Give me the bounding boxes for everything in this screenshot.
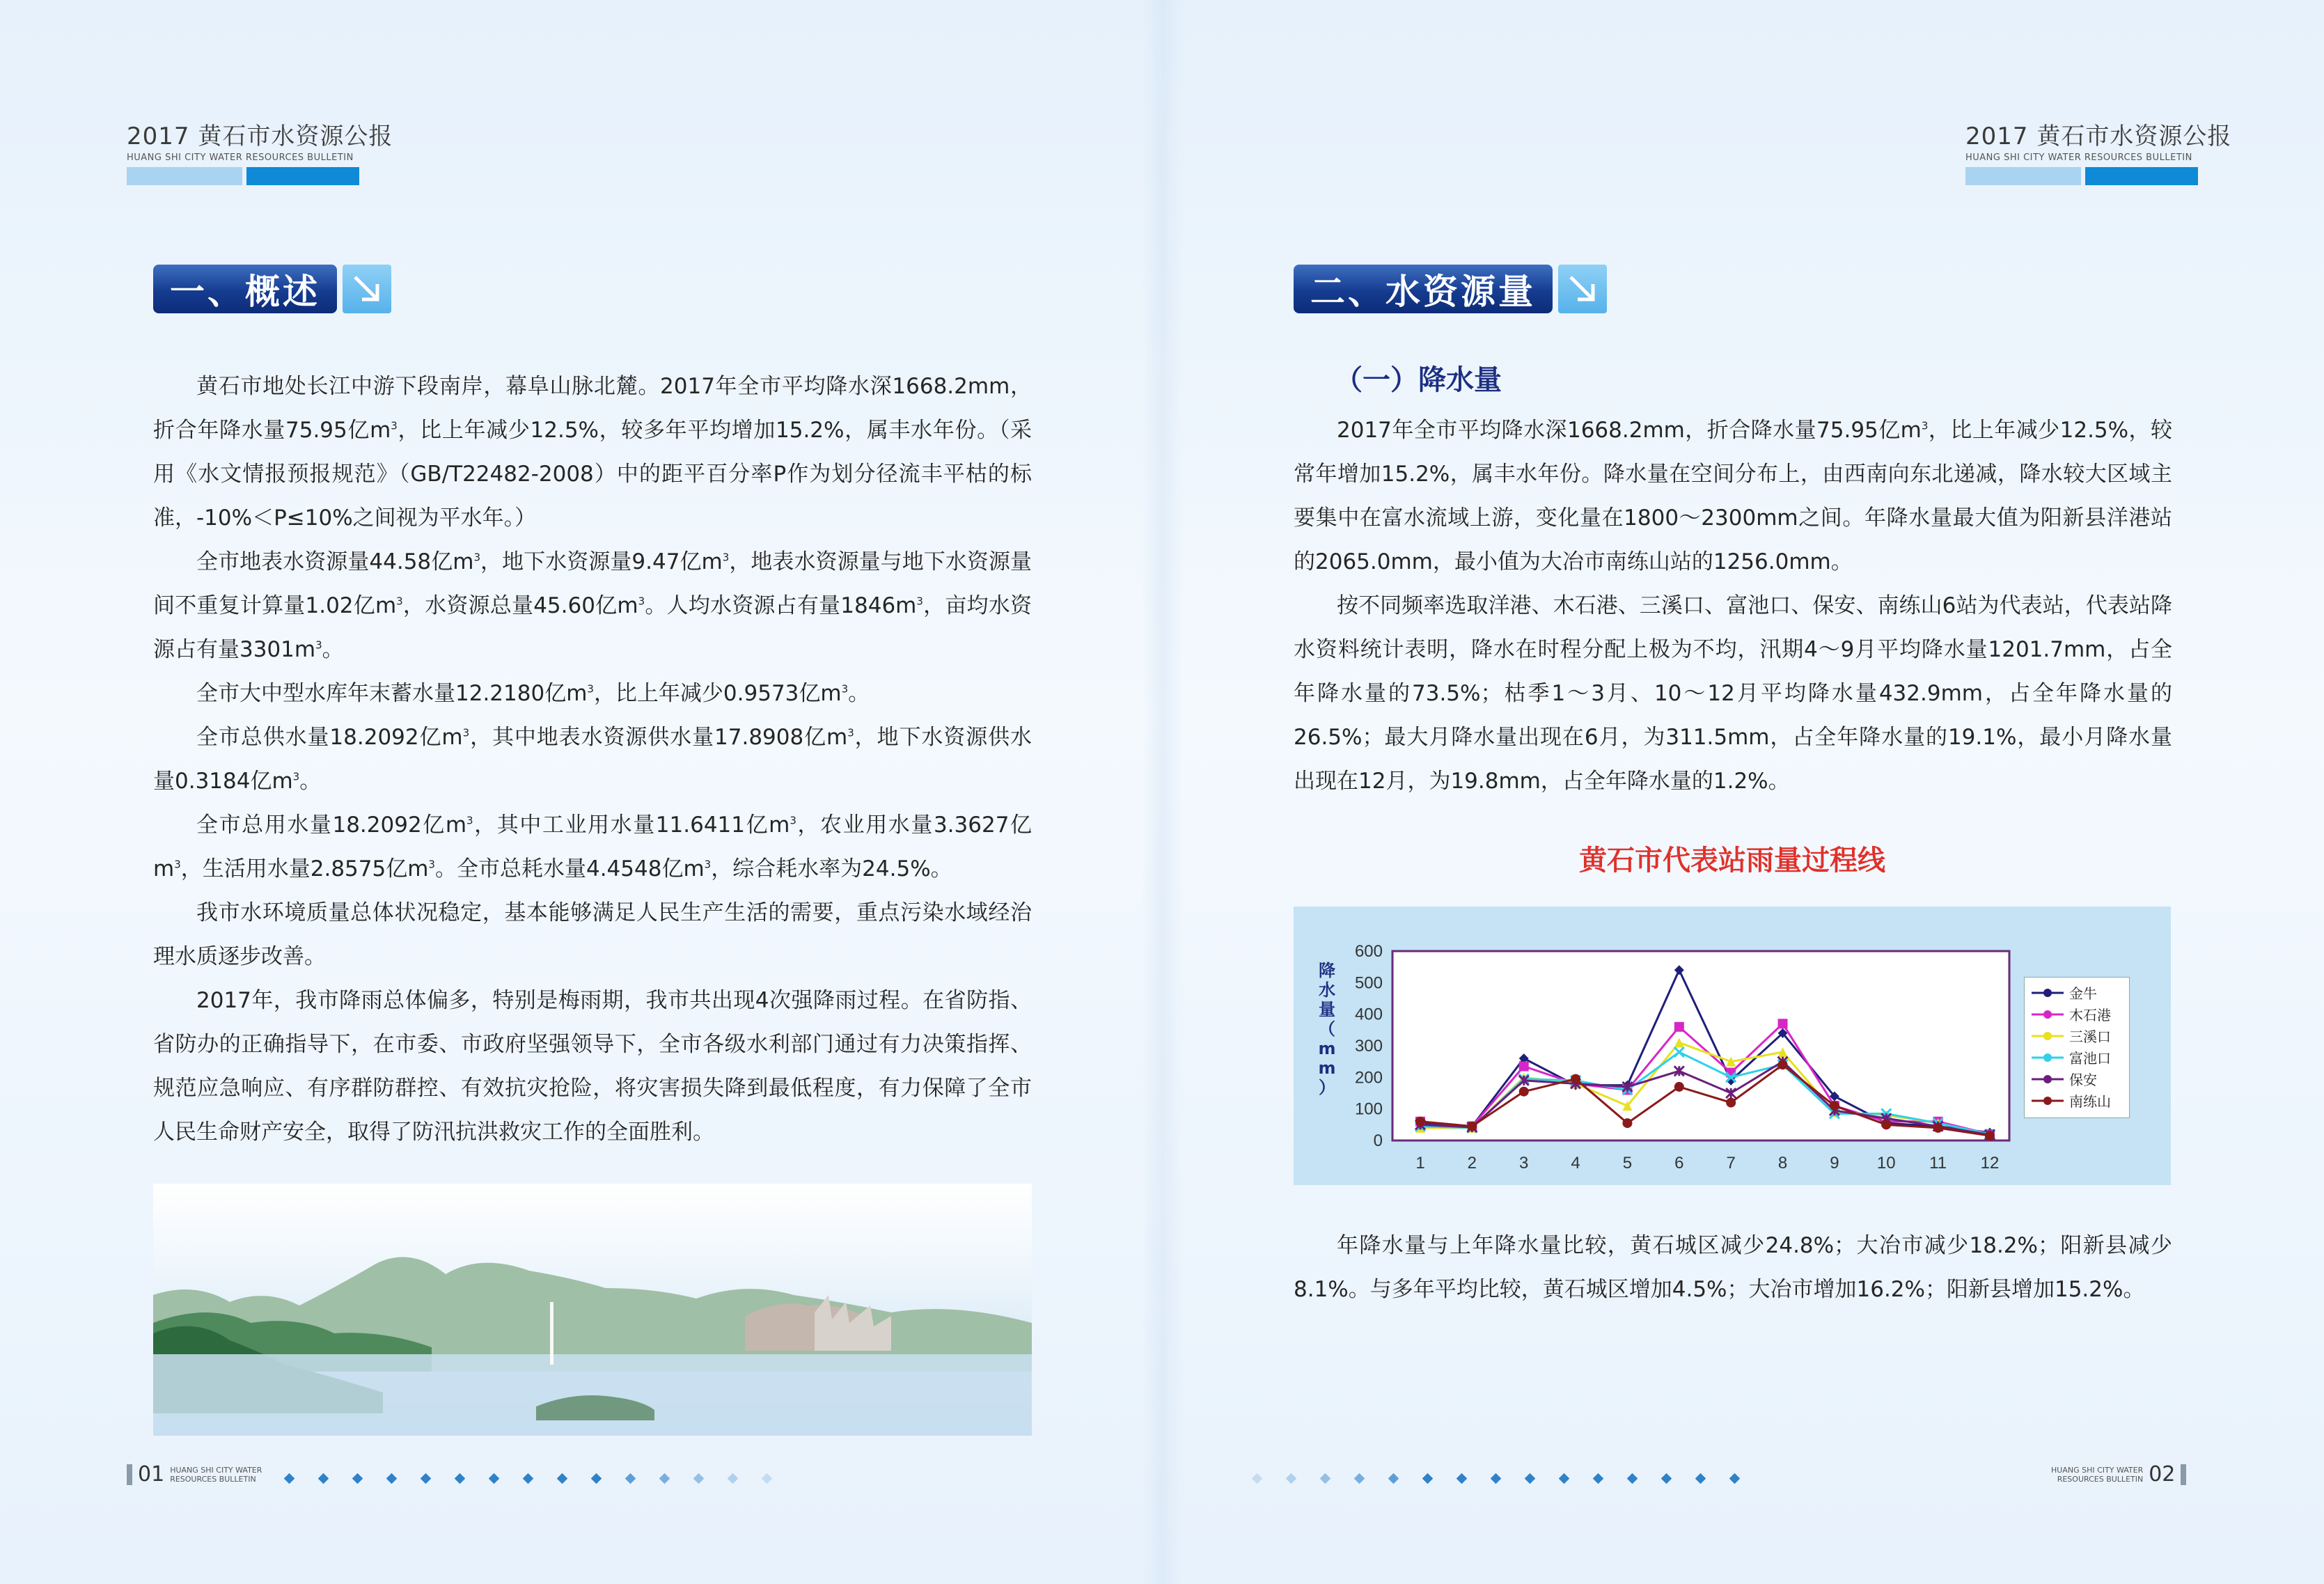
y-tick-label: 300 — [1354, 1037, 1383, 1056]
arrow-icon — [1558, 265, 1607, 313]
legend-label: 富池口 — [2069, 1050, 2111, 1067]
data-point — [1726, 1098, 1736, 1108]
precipitation-text — [1294, 409, 2172, 803]
legend-swatch — [2030, 1008, 2065, 1021]
paragraph: 2017年，我市降雨总体偏多，特别是梅雨期，我市共出现4次强降雨过程。在省防指、省防办的正确指导下，在市委、市政府坚强领导下，全市各级水利部门通过有力决策指挥、规范应急响应、有序群防群控、有效抗灾抢险，将灾害损失降到最低程度，有力保障了全市人民生命财产安全，取得了防汛抗洪救灾工作的全面胜利。 — [153, 988, 1032, 1145]
data-point — [1933, 1123, 1943, 1133]
data-point — [1778, 1060, 1788, 1069]
footer-right — [2051, 1462, 2186, 1487]
legend-label: 木石港 — [2069, 1007, 2111, 1024]
running-header-left — [127, 117, 393, 185]
footer-subtitle: HUANG SHI CITY WATER RESOURCES BULLETIN — [170, 1465, 262, 1484]
legend-item — [2030, 1025, 2123, 1046]
paragraph: 全市大中型水库年末蓄水量12.2180亿$m^3$，比上年减少0.9573亿$m^3$。 — [196, 681, 870, 706]
subsection-title: （一）降水量 — [1335, 364, 1502, 396]
data-point — [1830, 1101, 1839, 1111]
legend-item — [2030, 1068, 2123, 1090]
y-axis-label-char: 量 — [1319, 1000, 1335, 1019]
legend-label: 南练山 — [2069, 1093, 2111, 1110]
x-tick-label: 11 — [1929, 1154, 1947, 1173]
section-title-label: 一、概述 — [153, 265, 337, 313]
header-title: 2017 黄石市水资源公报 — [127, 123, 393, 150]
x-tick-label: 10 — [1876, 1154, 1896, 1173]
landscape-photo — [153, 1184, 1032, 1436]
legend-swatch — [2030, 1030, 2065, 1042]
comparison-text — [1294, 1224, 2172, 1312]
data-point — [1881, 1120, 1891, 1129]
legend-item — [2030, 1003, 2123, 1025]
page-number: 02 — [2149, 1462, 2176, 1487]
footer-dots — [285, 1475, 771, 1482]
legend-swatch — [2030, 1073, 2065, 1085]
data-point — [1778, 1019, 1788, 1028]
paragraph: 全市总供水量18.2092亿$m^3$，其中地表水资源供水量17.8908亿$m^3$，地下水资源供水量0.3184亿$m^3$。 — [153, 725, 1033, 794]
x-tick-label: 3 — [1519, 1154, 1529, 1173]
paragraph: 我市水环境质量总体状况稳定，基本能够满足人民生产生活的需要，重点污染水域经治理水质逐步改善。 — [153, 900, 1032, 969]
y-axis-label-char: m — [1318, 1058, 1336, 1078]
chart-title: 黄石市代表站雨量过程线 — [1579, 845, 1885, 877]
y-axis-label-char: 降 — [1319, 961, 1335, 980]
data-point — [1985, 1131, 1995, 1140]
x-tick-label: 5 — [1622, 1154, 1633, 1173]
header-bars — [1965, 167, 2231, 185]
chart-legend — [2024, 977, 2130, 1118]
overview-text — [153, 365, 1032, 1154]
data-point — [1674, 1022, 1684, 1032]
y-tick-label: 400 — [1354, 1005, 1383, 1024]
y-tick-label: 200 — [1354, 1068, 1383, 1088]
x-tick-label: 4 — [1571, 1154, 1580, 1173]
x-tick-label: 12 — [1980, 1154, 2000, 1173]
data-point — [1571, 1074, 1580, 1084]
paragraph: 全市地表水资源量44.58亿$m^3$，地下水资源量9.47亿$m^3$，地表水资源量与地下水资源量间不重复计算量1.02亿$m^3$，水资源总量45.60亿$m^3$。人均水资源占有量$1846m^3$，亩均水资源占有量$3301m^3$。 — [153, 549, 1032, 662]
legend-swatch — [2030, 1051, 2065, 1064]
x-tick-label: 7 — [1726, 1154, 1736, 1173]
paragraph: 年降水量与上年降水量比较，黄石城区减少24.8%；大冶市减少18.2%；阳新县减少8.1%。与多年平均比较，黄石城区增加4.5%；大冶市增加16.2%；阳新县增加15.2%。 — [1294, 1233, 2172, 1302]
data-point — [1519, 1087, 1529, 1097]
data-point — [1519, 1061, 1529, 1071]
data-point — [1674, 1082, 1684, 1092]
footer-subtitle: HUANG SHI CITY WATER RESOURCES BULLETIN — [2051, 1465, 2144, 1484]
x-tick-label: 9 — [1830, 1154, 1839, 1173]
paragraph: 全市总用水量18.2092亿$m^3$，其中工业用水量11.6411亿$m^3$，农业用水量3.3627亿$m^3$，生活用水量2.8575亿$m^3$。全市总耗水量4.4548亿$m^3$，综合耗水率为24.5%。 — [153, 813, 1032, 881]
y-axis-label-char: 水 — [1319, 980, 1335, 1000]
header-bars — [127, 167, 393, 185]
y-tick-label: 0 — [1373, 1131, 1383, 1150]
x-tick-label: 1 — [1415, 1154, 1425, 1173]
header-subtitle: HUANG SHI CITY WATER RESOURCES BULLETIN — [127, 152, 354, 163]
arrow-icon — [343, 265, 391, 313]
paragraph: 黄石市地处长江中游下段南岸，幕阜山脉北麓。2017年全市平均降水深1668.2mm，折合年降水量75.95亿$m^3$，比上年减少12.5%，较多年平均增加15.2%，属丰水年份。（采用《水文情报预报规范》（GB/T22482-2008）中的距平百分率P作为划分径流丰平枯的标准，-10%＜P≤10%之间视为平水年。） — [153, 374, 1032, 531]
y-tick-label: 600 — [1354, 942, 1383, 961]
x-tick-label: 2 — [1467, 1154, 1477, 1173]
section-title-overview — [153, 265, 391, 313]
y-tick-label: 100 — [1354, 1099, 1383, 1119]
legend-label: 三溪口 — [2069, 1028, 2111, 1045]
running-header-right — [1965, 117, 2231, 185]
paragraph: 按不同频率选取洋港、木石港、三溪口、富池口、保安、南练山6站为代表站，代表站降水资料统计表明，降水在时程分配上极为不均，汛期4～9月平均降水量1201.7mm，占全年降水量的73.5%；枯季1～3月、10～12月平均降水量432.9mm，占全年降水量的26.5%；最大月降水量出现在6月，为311.5mm，占全年降水量的19.1%，最小月降水量出现在12月，为19.8mm，占全年降水量的1.2%。 — [1294, 593, 2172, 794]
header-subtitle: HUANG SHI CITY WATER RESOURCES BULLETIN — [1965, 152, 2192, 163]
y-axis-label-char: m — [1318, 1039, 1336, 1058]
legend-item — [2030, 1046, 2123, 1068]
y-tick-label: 500 — [1354, 973, 1383, 993]
data-point — [1622, 1118, 1632, 1128]
legend-label: 金牛 — [2069, 985, 2097, 1002]
footer-left — [127, 1462, 262, 1487]
footer-dots — [1253, 1475, 1738, 1482]
y-axis-label-char: （ — [1319, 1019, 1335, 1039]
x-tick-label: 6 — [1674, 1154, 1684, 1173]
legend-item — [2030, 982, 2123, 1003]
data-point — [1467, 1122, 1477, 1131]
legend-swatch — [2030, 987, 2065, 999]
legend-swatch — [2030, 1095, 2065, 1107]
section-title-label: 二、水资源量 — [1294, 265, 1553, 313]
x-tick-label: 8 — [1777, 1154, 1788, 1173]
page-number: 01 — [138, 1462, 165, 1487]
header-title: 2017 黄石市水资源公报 — [1965, 123, 2232, 150]
legend-label: 保安 — [2069, 1072, 2097, 1088]
section-title-water-resources — [1294, 265, 1607, 313]
data-point — [1415, 1117, 1425, 1127]
paragraph: 2017年全市平均降水深1668.2mm，折合降水量75.95亿$m^3$，比上年减少12.5%，较常年增加15.2%，属丰水年份。降水量在空间分布上，由西南向东北递减，降水较大区域主要集中在富水流域上游，变化量在1800～2300mm之间。年降水量最大值为阳新县洋港站的2065.0mm，最小值为大冶市南练山站的1256.0mm。 — [1294, 418, 2173, 574]
y-axis-label-char: ） — [1319, 1078, 1335, 1097]
legend-item — [2030, 1090, 2123, 1111]
